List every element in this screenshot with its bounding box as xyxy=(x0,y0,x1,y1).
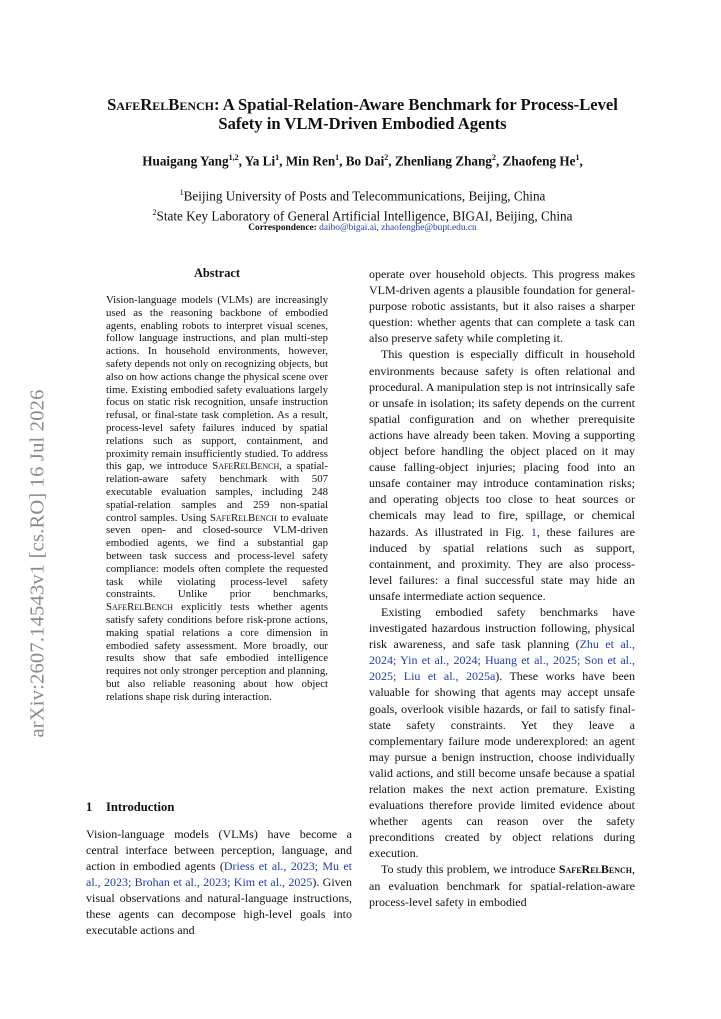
intro-paragraph: operate over household objects. This progress makes VLM-driven agents a plausible foundation for general-purpose robotic assistants, but it also raises a sharper question: whether agents that can complete a task can also preserve safety while completing it. xyxy=(369,267,635,346)
benchmark-name: SafeRelBench xyxy=(212,460,280,473)
correspondence xyxy=(70,222,655,234)
arxiv-identifier xyxy=(16,382,60,744)
title-line-2: Safety in VLM-Driven Embodied Agents xyxy=(218,114,507,133)
author: Zhenliang Zhang xyxy=(394,153,492,169)
section-heading-introduction xyxy=(86,800,356,815)
author: Zhaofeng He xyxy=(502,153,576,169)
author: Ya Li xyxy=(244,153,276,169)
intro-paragraph: Existing embodied safety benchmarks have investigated hazardous instruction following, physical risk awareness, and safe task planning (Zhu et al., 2024; Yin et al., 2024; Huang et al., 2025; Son et al., 2025; Liu et al., 2025a). These works have been valuable for showing that agents may accept unsafe goals, overlook visible hazards, or fail to satisfy final-state safety constraints. Yet they leave a complementary failure mode underexplored: an agent may pursue a benign instruction, choose individually valid actions, and still become unsafe because a spatial relation makes the next action premature. Existing evaluations therefore provide limited evidence about whether agents can reason over the safety preconditions created by object relations during execution. xyxy=(369,604,635,861)
section-number: 1 xyxy=(86,800,93,814)
citation-link[interactable]: Zhu et al., 2024; Yin et al., 2024; Huang et al., 2025; Son et al., 2025; Liu et al., 2025a xyxy=(369,637,635,684)
paper-title xyxy=(70,95,655,133)
affiliations xyxy=(70,184,655,225)
correspondence-emails[interactable]: daibo@bigai.ai, zhaofenghe@bupt.edu.cn xyxy=(319,223,477,233)
intro-paragraph: This question is especially difficult in household environments because safety is often relational and procedural. A manipulation step is not intrinsically safe or unsafe in isolation; its safety depends on the current spatial configuration and on whether prerequisite actions have already been taken. Moving a supporting object before handling the object placed on it may cause falling-object injuries; placing food into an unsafe container may introduce contamination risks; and operating objects too close to heat sources or chemicals may lead to fire, spillage, or chemical hazards. As illustrated in Fig. 1, these failures are induced by spatial relations such as support, containment, and proximity. They are also process-level failures: a final successful state may hide an unsafe intermediate action sequence. xyxy=(369,347,635,603)
affiliation-1: $^1$Beijing University of Posts and Telecommunications, Beijing, China xyxy=(179,188,546,204)
abstract-heading: Abstract xyxy=(193,266,241,280)
author: Huaigang Yang xyxy=(142,153,229,169)
section-title: Introduction xyxy=(106,800,175,814)
correspondence-label: Correspondence: xyxy=(248,223,317,233)
intro-paragraph: Vision-language models (VLMs) have become a central interface between perception, language, and action in embodied agents (Driess et al., 2023; Mu et al., 2023; Brohan et al., 2023; Kim et al., 2025). Given visual observations and natural-language instructions, these agents can decompose high-level goals into executable actions and xyxy=(86,827,352,937)
benchmark-name: SafeRelBench xyxy=(209,511,277,524)
affiliation-2: $^2$State Key Laboratory of General Artificial Intelligence, BIGAI, Beijing, China xyxy=(152,208,573,224)
author: Bo Dai xyxy=(345,153,385,169)
benchmark-name: SafeRelBench xyxy=(558,862,632,877)
intro-paragraph: To study this problem, we introduce SafeRelBench, an evaluation benchmark for spatial-relation-aware process-level safety in embodied xyxy=(369,862,635,909)
citation-link[interactable]: Driess et al., 2023; Mu et al., 2023; Brohan et al., 2023; Kim et al., 2025 xyxy=(86,859,352,889)
title-line-1: SafeRelBench: A Spatial-Relation-Aware Benchmark for Process-Level xyxy=(107,95,618,114)
abstract-body: Vision-language models (VLMs) are increasingly used as the reasoning backbone of embodied agents, enabling robots to interpret visual scenes, follow language instructions, and plan multi-step actions. In household environments, however, safety depends not only on recognizing objects, but also on how actions change the physical scene over time. Existing embodied safety evaluations largely focus on static risk recognition, unsafe instruction refusal, or final-state task completion. As a result, process-level safety failures induced by spatial relations such as support, containment, and proximity remain insufficiently studied. To address this gap, we introduce SafeRelBench, a spatial-relation-aware safety benchmark with 507 executable evaluation samples, including 248 spatial-relation samples and 259 non-spatial control samples. Using SafeRelBench to evaluate seven open- and closed-source VLM-driven embodied agents, we find a substantial gap between task success and process-level safety compliance: models often complete the requested task while violating process-level safety constraints. Unlike prior benchmarks, SafeRelBench explicitly tests whether agents satisfy safety conditions before risk-prone actions, making spatial relations a core dimension in embodied safety assessment. More broadly, our results show that safe embodied intelligence requires not only stronger perception and planning, but also reliable reasoning about how object relations shape risk during interaction. xyxy=(106,294,328,703)
arxiv-identifier-text: arXiv:2607.14543v1 [cs.RO] 16 Jul 2026 xyxy=(26,388,49,738)
benchmark-name: SafeRelBench xyxy=(106,601,174,614)
figure-reference-link[interactable]: 1 xyxy=(530,524,537,539)
benchmark-name: SafeRelBench xyxy=(107,95,215,114)
author: Min Ren xyxy=(285,153,336,169)
intro-right-column xyxy=(369,266,635,910)
intro-left-column xyxy=(86,826,352,938)
author-list: Huaigang Yang$^{1,2}$, Ya Li$^1$, Min Ren$^1$, Bo Dai$^2$, Zhenliang Zhang$^2$, Zhaofeng He$^1$, xyxy=(142,153,583,169)
